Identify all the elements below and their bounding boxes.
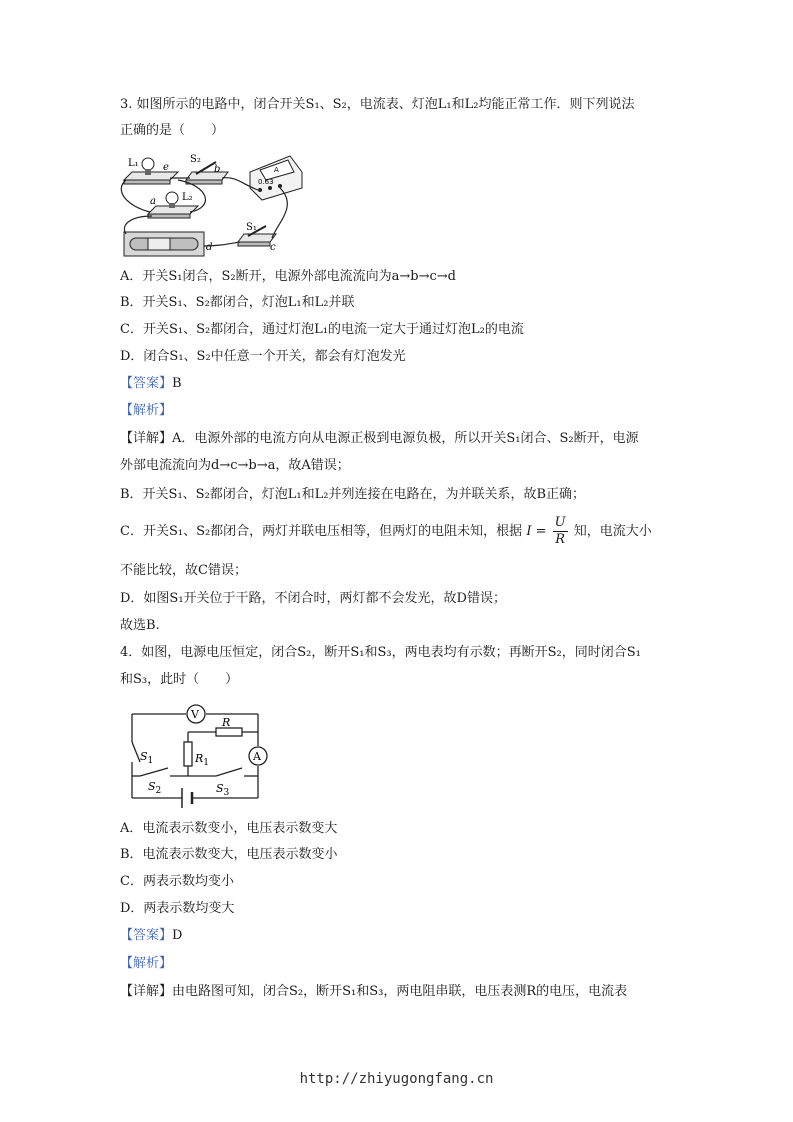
q4-option-c: C．两表示数均变小: [120, 874, 234, 889]
formula-denominator: R: [555, 532, 566, 547]
switch-s3-label: $S_3$: [216, 782, 230, 798]
q4-option-a: A．电流表示数变小，电压表示数变大: [120, 821, 338, 836]
formula-numerator: U: [554, 515, 566, 530]
switch-s1-board: [238, 222, 276, 253]
q4-circuit-diagram: [118, 700, 278, 810]
q3-detail-c-1a: C．开关S₁、S₂都闭合，两灯并联电压相等，但两灯的电阻未知，根据: [120, 524, 523, 539]
q4-detail-line-1: [120, 983, 627, 1001]
q3-stem-line-1: 3. 如图所示的电路中，闭合开关S₁、S₂，电流表、灯泡L₁和L₂均能正常工作．则下列说法: [120, 97, 635, 112]
lamp-l1-board: [124, 158, 178, 184]
label-a: a: [150, 196, 156, 207]
label-e: e: [163, 162, 169, 173]
resistor-r1-label: $R_1$: [195, 752, 210, 768]
q3-detail-b: B．开关S₁、S₂都闭合，灯泡L₁和L₂并列连接在电路在，为并联关系，故B正确；: [120, 487, 586, 502]
q4-analysis-line: [120, 955, 172, 973]
q4-analysis-tag: 【解析】: [120, 956, 173, 971]
q3-detail-c-line-2: 不能比较，故C错误；: [120, 563, 247, 578]
q3-detail-a-line-2: 外部电流流向为d→c→b→a，故A错误；: [120, 458, 350, 473]
lamp-l2-board: [148, 192, 198, 218]
footer-url: http://zhiyugongfang.cn: [299, 1071, 494, 1087]
q3-option-c: C．开关S₁、S₂都闭合，通过灯泡L₁的电流一定大于通过灯泡L₂的电流: [120, 322, 524, 337]
q3-option-b: B．开关S₁、S₂都闭合，灯泡L₁和L₂并联: [120, 295, 355, 310]
q3-answer-tag: 【答案】: [120, 376, 173, 391]
q3-detail-a-line-1: [120, 430, 639, 448]
label-l2: L₂: [182, 192, 193, 203]
switch-s2-label: $S_2$: [148, 780, 162, 796]
label-ammeter-scale: 0.63: [258, 178, 274, 186]
q3-detail-a-1: A．电源外部的电流方向从电源正极到电源负极，所以开关S₁闭合、S₂断开，电源: [172, 431, 639, 446]
q3-conclusion: 故选B.: [120, 618, 160, 633]
label-c: c: [270, 242, 276, 253]
q3-option-a: A．开关S₁闭合，S₂断开，电源外部电流流向为a→b→c→d: [120, 269, 456, 284]
q3-detail-c-1b: 知，电流大小: [573, 524, 652, 539]
q4-answer-tag: 【答案】: [120, 928, 173, 943]
q3-detail-d: D．如图S₁开关位于干路，不闭合时，两灯都不会发光，故D错误；: [120, 591, 506, 606]
q3-option-d: D．闭合S₁、S₂中任意一个开关，都会有灯泡发光: [120, 349, 406, 364]
q3-analysis-line: [120, 402, 172, 420]
label-d: d: [206, 242, 213, 253]
label-b: b: [214, 164, 221, 175]
q4-answer-line: [120, 927, 182, 945]
q4-option-b: B．电流表示数变大，电压表示数变小: [120, 847, 338, 862]
q4-detail-tag: 【详解】: [120, 984, 173, 999]
q3-analysis-tag: 【解析】: [120, 403, 173, 418]
resistor-r-label: R: [222, 716, 231, 729]
q3-answer-line: [120, 375, 182, 393]
ammeter-label: A: [253, 750, 261, 763]
q3-detail-c-line-1: [120, 514, 652, 550]
q3-answer-value: B: [172, 376, 182, 391]
formula-fraction: [553, 515, 568, 548]
label-ammeter-a: A: [274, 166, 279, 174]
ammeter: [250, 156, 302, 200]
q4-option-d: D．两表示数均变大: [120, 901, 235, 916]
switch-s1-label: $S_1$: [140, 750, 154, 766]
q4-stem-line-2: 和S₃，此时（ ）: [120, 672, 239, 687]
formula-lhs: I =: [526, 524, 547, 539]
switch-s2-board: [186, 154, 228, 184]
q4-detail-1: 由电路图可知，闭合S₂，断开S₁和S₃，两电阻串联，电压表测R的电压，电流表: [172, 984, 628, 999]
q3-stem-line-2: 正确的是（ ）: [120, 123, 225, 138]
q3-circuit-photo: [118, 150, 308, 262]
q3-detail-tag: 【详解】: [120, 431, 173, 446]
label-s2: S₂: [190, 154, 201, 165]
label-l1: L₁: [128, 158, 139, 169]
voltmeter-label: V: [191, 708, 199, 721]
q4-answer-value: D: [172, 928, 183, 943]
battery-box: [124, 232, 212, 256]
q4-stem-line-1: 4．如图，电源电压恒定，闭合S₂，断开S₁和S₃，两电表均有示数；再断开S₂，同时闭合S₁: [120, 645, 641, 660]
label-s1: S₁: [246, 222, 257, 233]
